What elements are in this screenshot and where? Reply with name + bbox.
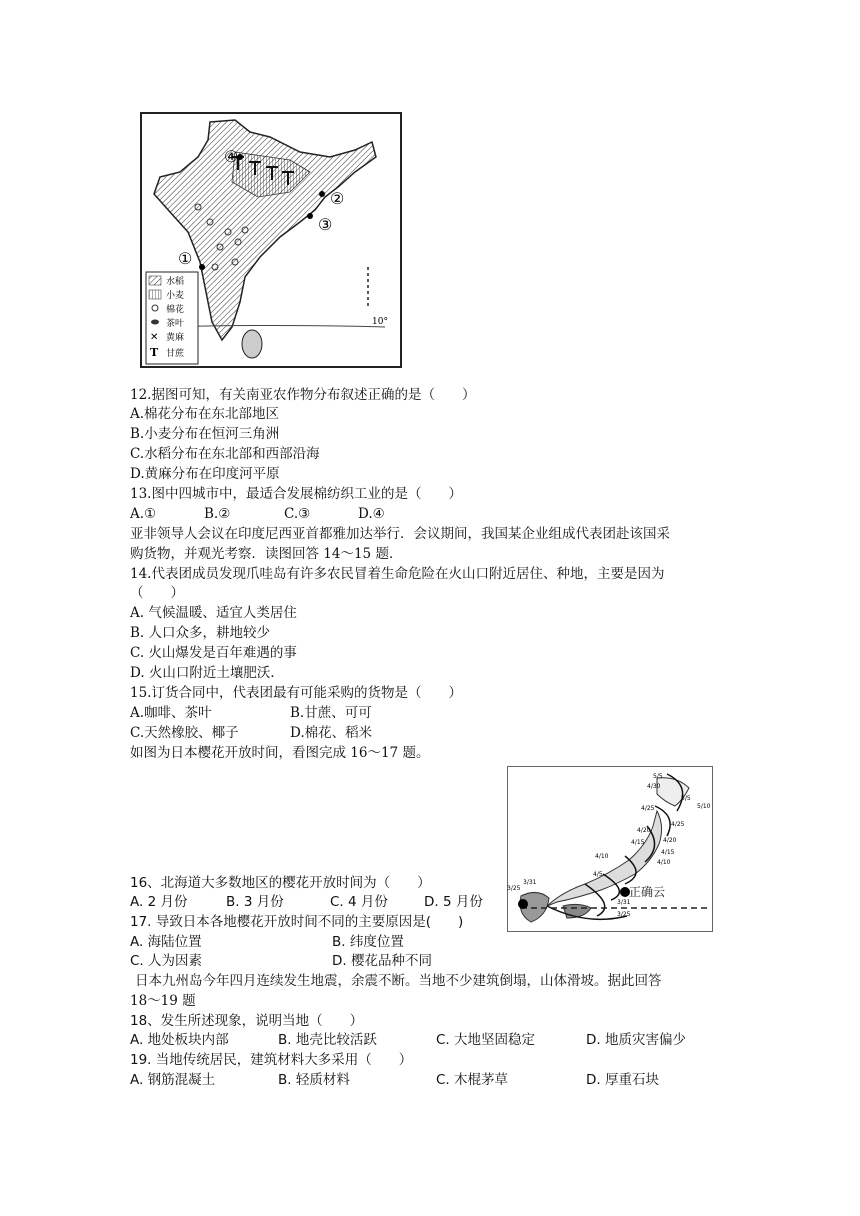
question-15-option-c: C.天然橡胶、椰子 [130,725,239,741]
question-12-option-d: D.黄麻分布在印度河平原 [130,466,280,482]
passage-14-15-line2: 购货物，并观光考察．读图回答 14～15 题． [130,546,403,562]
legend-sugarcane: 甘蔗 [166,349,185,359]
question-19-option-d: D. 厚重石块 [586,1072,659,1088]
question-14-stem-line1: 14.代表团成员发现爪哇岛有许多农民冒着生命危险在火山口附近居住、种地，主要是因为 [130,566,665,582]
question-19-stem: 19. 当地传统居民，建筑材料大多采用（ ） [130,1052,413,1068]
question-18-stem: 18、发生所述现象，说明当地（ ） [130,1013,364,1029]
passage-18-19-line1: 日本九州岛今年四月连续发生地震，余震不断。当地不少建筑倒塌，山体滑坡。据此回答 [135,973,662,989]
question-13-option-d: D.④ [358,506,385,522]
question-13-option-a: A.① [130,506,157,522]
date-3-31-b: 3/31 [617,899,631,906]
question-17-option-b: B. 纬度位置 [332,934,404,950]
question-18-option-d: D. 地质灾害偏少 [586,1032,686,1048]
map-marker-4: ④ [224,147,239,166]
question-13-option-c: C.③ [284,506,311,522]
date-5-5-b: 5/5 [681,795,691,802]
date-4-15-b: 4/15 [661,849,675,856]
question-14-option-d: D. 火山口附近土壤肥沃． [130,665,284,681]
map-marker-3: ③ [318,215,333,234]
date-5-5-a: 5/5 [653,773,663,780]
question-16-option-a: A. 2 月份 [130,894,188,910]
date-4-15-a: 4/15 [631,839,645,846]
date-4-25-a: 4/25 [641,805,655,812]
date-4-20-b: 4/20 [663,837,677,844]
question-19-option-b: B. 轻质材料 [278,1072,350,1088]
question-12-option-c: C.水稻分布在东北部和西部沿海 [130,446,320,462]
date-5-10: 5/10 [697,803,711,810]
passage-14-15-line1: 亚非领导人会议在印度尼西亚首都雅加达举行．会议期间，我国某企业组成代表团赴该国采 [130,526,670,542]
legend-cotton: 棉花 [166,305,185,315]
passage-18-19-line2: 18～19 题 [130,993,196,1009]
question-16-option-b: B. 3 月份 [226,894,284,910]
date-3-25-a: 3/25 [507,885,521,892]
question-17-option-c: C. 人为因素 [130,953,203,969]
japan-sakura-map [507,766,713,932]
question-16-stem: 16、北海道大多数地区的樱花开放时间为（ ） [130,875,431,891]
question-18-option-b: B. 地壳比较活跃 [278,1032,377,1048]
question-14-option-c: C. 火山爆发是百年难遇的事 [130,645,297,661]
question-14-option-a: A. 气候温暖、适宜人类居住 [130,605,297,621]
date-4-10-a: 4/10 [595,853,609,860]
question-14-stem-line2: （ ） [130,585,184,601]
date-4-20-a: 4/20 [637,827,651,834]
overlay-watermark-text: 正确云 [629,885,666,899]
question-12-stem: 12.据图可知，有关南亚农作物分布叙述正确的是（ ） [130,387,476,403]
date-3-31-a: 3/31 [523,879,537,886]
question-17-option-a: A. 海陆位置 [130,934,202,950]
date-3-25-b: 3/25 [617,911,631,918]
date-4-5: 4/5 [593,871,603,878]
question-15-option-d: D.棉花、稻米 [290,725,373,741]
legend-rice: 水稻 [166,277,185,287]
question-18-option-a: A. 地处板块内部 [130,1032,229,1048]
question-19-option-c: C. 木棍茅草 [436,1072,509,1088]
question-15-option-a: A.咖啡、茶叶 [130,705,212,721]
question-17-option-d: D. 樱花品种不同 [332,953,432,969]
south-asia-crop-map [140,112,402,368]
question-14-option-b: B. 人口众多，耕地较少 [130,625,271,641]
map-marker-1: ① [178,249,193,268]
question-19-option-a: A. 钢筋混凝土 [130,1072,216,1088]
question-15-option-b: B.甘蔗、可可 [290,705,372,721]
map-marker-2: ② [330,189,345,208]
question-13-option-b: B.② [204,506,231,522]
passage-16-17: 如图为日本樱花开放时间，看图完成 16～17 题。 [130,745,430,761]
legend-wheat: 小麦 [166,291,185,301]
question-15-stem: 15.订货合同中，代表团最有可能采购的货物是（ ） [130,685,462,701]
svg-text:T: T [150,346,159,359]
date-4-25-b: 4/25 [671,821,685,828]
question-12-option-b: B.小麦分布在恒河三角洲 [130,426,280,442]
legend-tea: 茶叶 [166,319,185,329]
date-4-10-b: 4/10 [657,859,671,866]
svg-text:✕: ✕ [150,332,159,343]
question-16-option-c: C. 4 月份 [330,894,388,910]
question-13-stem: 13.图中四城市中，最适合发展棉纺织工业的是（ ） [130,486,462,502]
question-18-option-c: C. 大地坚固稳定 [436,1032,536,1048]
question-12-option-a: A.棉花分布在东北部地区 [130,406,280,422]
question-16-option-d: D. 5 月份 [424,894,483,910]
question-17-stem: 17. 导致日本各地樱花开放时间不同的主要原因是( ) [130,914,464,930]
date-4-30: 4/30 [647,783,661,790]
legend-jute: 黄麻 [166,333,185,343]
latitude-label: 10° [372,317,388,327]
